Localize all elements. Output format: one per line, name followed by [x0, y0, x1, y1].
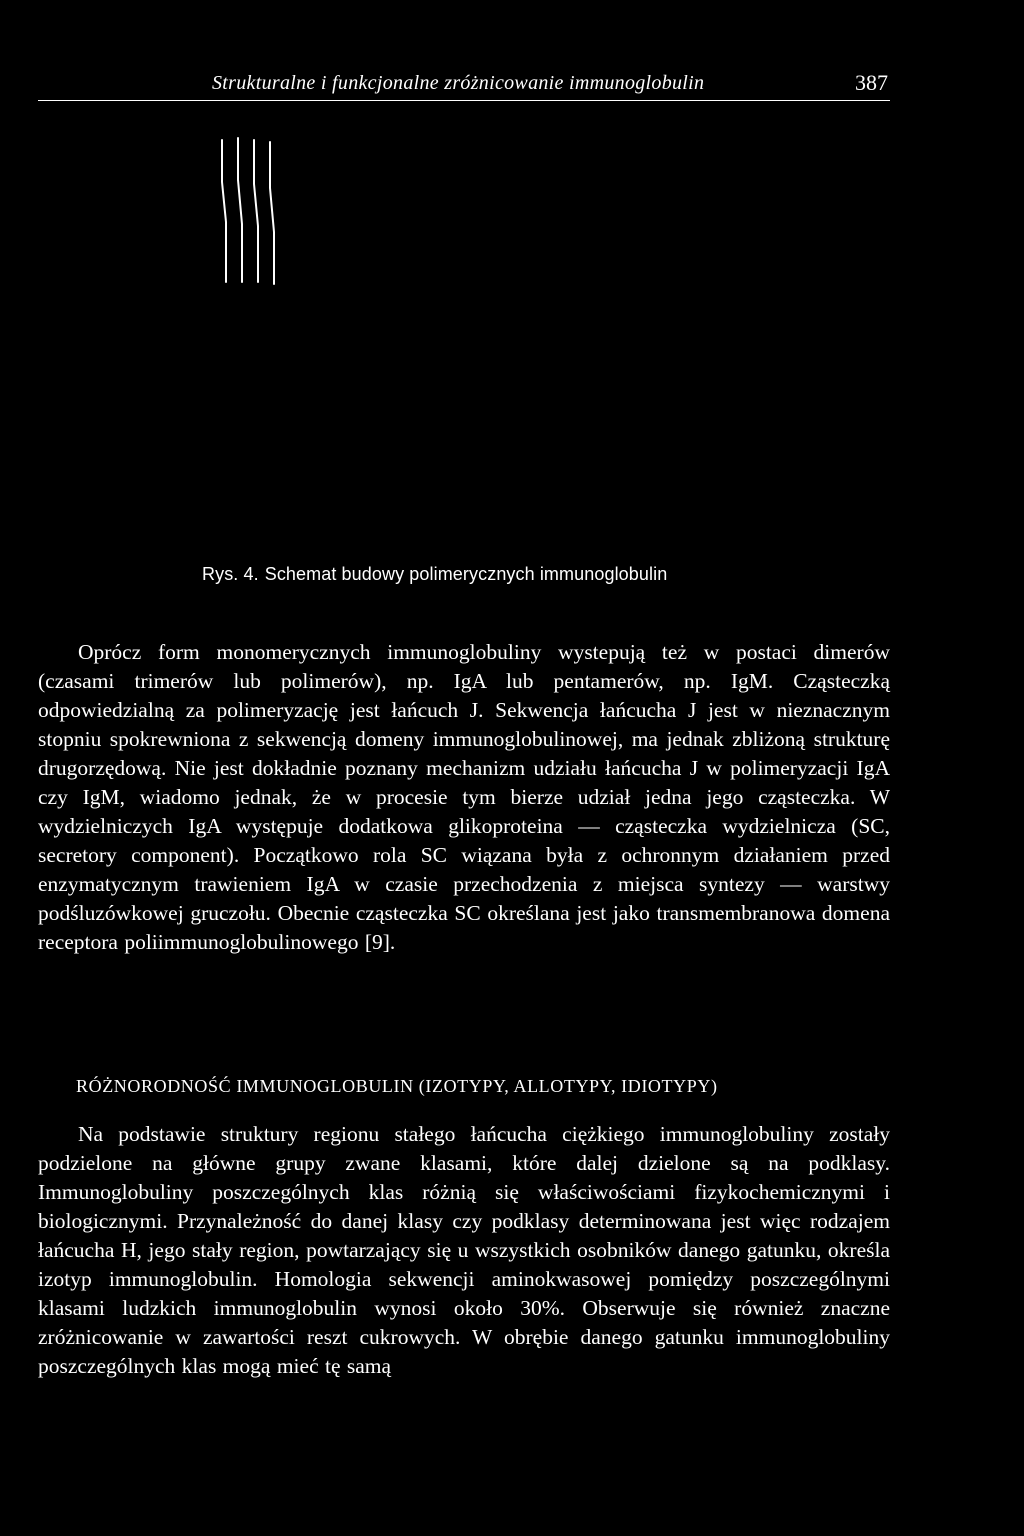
figure-schematic-fragment	[216, 132, 296, 292]
figure-caption-label: Rys. 4.	[202, 564, 259, 584]
body-paragraph-1: Oprócz form monomerycznych immunoglobuliny wystepują też w postaci dimerów (czasami trimerów lub polimerów), np. IgA lub pentamerów, np. IgM. Cząsteczką odpowiedzialną za polimeryzację jest łańcuch J. Sekwencja łańcucha J jest w nieznacznym stopniu spokrewniona z sekwencją domeny immunoglobulinowej, ma jednak zbliżoną strukturę drugorzędową. Nie jest dokładnie poznany mechanizm udziału łańcucha J w polimeryzacji IgA czy IgM, wiadomo jednak, że w procesie tym bierze udział jedna jego cząsteczka. W wydzielniczych IgA występuje dodatkowa glikoproteina — cząsteczka wydzielnicza (SC, secretory component). Początkowo rola SC wiązana była z ochronnym działaniem przed enzymatycznym trawieniem IgA w czasie przechodzenia z miejsca syntezy — warstwy podśluzówkowej gruczołu. Obecnie cząsteczka SC określana jest jako transmembranowa domena receptora poliimmunoglobulinowego [9].	[38, 640, 890, 954]
running-header	[38, 66, 890, 101]
figure-caption-text: Schemat budowy polimerycznych immunoglobulin	[264, 564, 668, 584]
page-number: 387	[855, 70, 888, 95]
figure-4	[38, 110, 890, 550]
running-title: Strukturalne i funkcjonalne zróżnicowanie immunoglobulin	[212, 72, 705, 94]
section-heading: RÓŻNORODNOŚĆ IMMUNOGLOBULIN (IZOTYPY, ALLOTYPY, IDIOTYPY)	[76, 1076, 718, 1096]
body-paragraph-2: Na podstawie struktury regionu stałego łańcucha ciężkiego immunoglobuliny zostały podzielone na główne grupy zwane klasami, które dalej dzielone są na podklasy. Immunoglobuliny poszczególnych klas różnią się właściwościami fizykochemicznymi i biologicznymi. Przynależność do danej klasy czy podklasy determinowana jest więc rodzajem łańcucha H, jego stały region, powtarzający się u wszystkich osobników danego gatunku, określa izotyp immunoglobulin. Homologia sekwencji aminokwasowej pomiędzy poszczególnymi klasami ludzkich immunoglobulin wynosi około 30%. Obserwuje się również znaczne zróżnicowanie w zawartości reszt cukrowych. W obrębie danego gatunku immunoglobuliny poszczególnych klas mogą mieć tę samą	[38, 1122, 890, 1378]
figure-caption	[202, 564, 667, 585]
